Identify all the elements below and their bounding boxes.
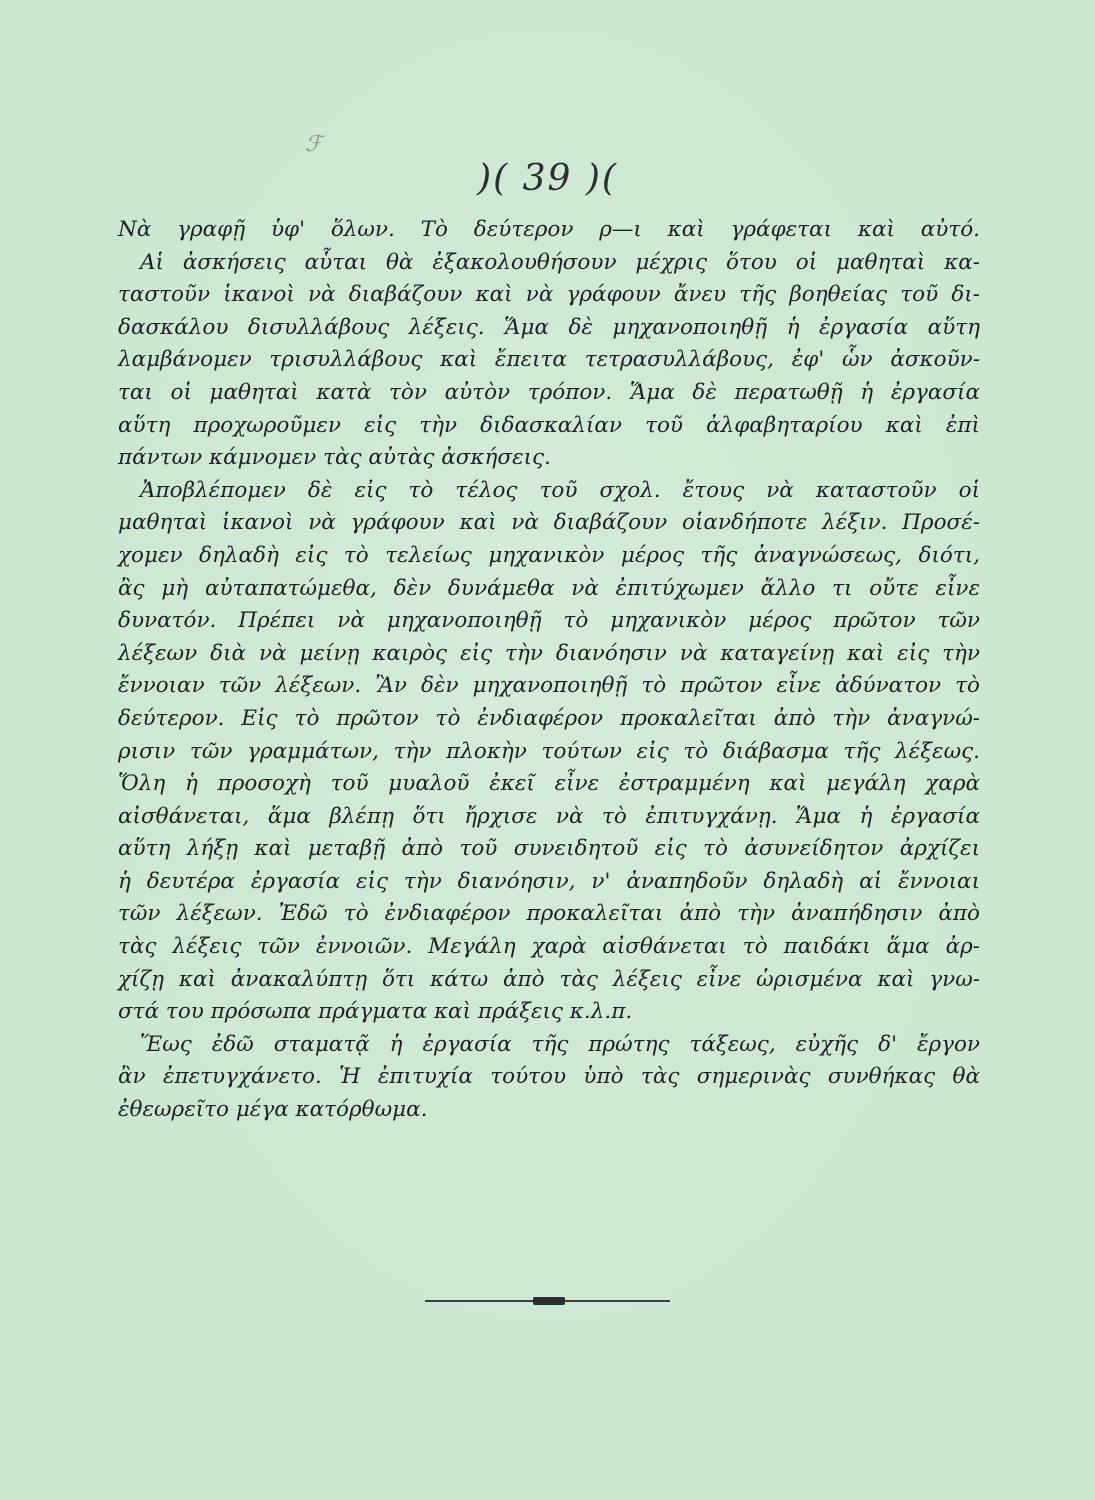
text-line: χίζῃ καὶ ἀνακαλύπτῃ ὅτι κάτω ἀπὸ τὰς λέξεις εἶνε ὡρισμένα καὶ γνω- bbox=[118, 966, 980, 992]
text-line: Αἱ ἀσκήσεις αὗται θὰ ἐξακολουθήσουν μέχρις ὅτου οἱ μαθηταὶ κα- bbox=[140, 249, 980, 275]
text-line: δυνατόν. Πρέπει νὰ μηχανοποιηθῇ τὸ μηχανικὸν μέρος πρῶτον τῶν bbox=[118, 608, 980, 634]
divider-ornament bbox=[533, 1297, 565, 1305]
text-line: χομεν δηλαδὴ εἰς τὸ τελείως μηχανικὸν μέρος τῆς ἀναγνώσεως, διότι, bbox=[118, 542, 980, 568]
text-line: ἐθεωρεῖτο μέγα κατόρθωμα. bbox=[118, 1097, 428, 1123]
text-line: ἂς μὴ αὐταπατώμεθα, δὲν δυνάμεθα νὰ ἐπιτύχωμεν ἄλλο τι οὔτε εἶνε bbox=[118, 575, 980, 601]
text-line: ἡ δευτέρα ἐργασία εἰς τὴν διανόησιν, ν' ἀναπηδοῦν δηλαδὴ αἱ ἔννοιαι bbox=[118, 868, 980, 894]
text-line: ἂν ἐπετυγχάνετο. Ἡ ἐπιτυχία τούτου ὑπὸ τὰς σημερινὰς συνθήκας θὰ bbox=[118, 1064, 980, 1090]
text-line: αὕτη προχωροῦμεν εἰς τὴν διδασκαλίαν τοῦ ἀλφαβηταρίου καὶ ἐπὶ bbox=[118, 412, 980, 438]
page-number: )( 39 )( bbox=[477, 158, 618, 199]
text-line: δεύτερον. Εἰς τὸ πρῶτον τὸ ἐνδιαφέρον προκαλεῖται ἀπὸ τὴν ἀναγνώ- bbox=[118, 705, 980, 731]
text-line: τὰς λέξεις τῶν ἐννοιῶν. Μεγάλη χαρὰ αἰσθάνεται τὸ παιδάκι ἅμα ἀρ- bbox=[118, 934, 980, 960]
text-line: Ἕως ἐδῶ σταματᾷ ἡ ἐργασία τῆς πρώτης τάξεως, εὐχῆς δ' ἔργον bbox=[140, 1031, 980, 1057]
text-line: αἰσθάνεται, ἅμα βλέπῃ ὅτι ἤρχισε νὰ τὸ ἐπιτυγχάνῃ. Ἅμα ἡ ἐργασία bbox=[118, 803, 980, 829]
text-line: ταστοῦν ἱκανοὶ νὰ διαβάζουν καὶ νὰ γράφουν ἄνευ τῆς βοηθείας τοῦ δι- bbox=[118, 282, 980, 308]
text-line: λέξεων διὰ νὰ μείνῃ καιρὸς εἰς τὴν διανόησιν νὰ καταγείνῃ καὶ εἰς τὴν bbox=[118, 640, 980, 666]
text-line: Ἀποβλέπομεν δὲ εἰς τὸ τέλος τοῦ σχολ. ἔτους νὰ καταστοῦν οἱ bbox=[140, 477, 980, 503]
text-line: αὕτη λήξῃ καὶ μεταβῇ ἀπὸ τοῦ συνειδητοῦ εἰς τὸ ἀσυνείδητον ἀρχίζει bbox=[118, 836, 980, 862]
text-line: ται οἱ μαθηταὶ κατὰ τὸν αὐτὸν τρόπον. Ἅμα δὲ περατωθῇ ἡ ἐργασία bbox=[118, 379, 980, 405]
text-line: μαθηταὶ ἱκανοὶ νὰ γράφουν καὶ νὰ διαβάζουν οἱανδήποτε λέξιν. Προσέ- bbox=[118, 510, 980, 536]
text-line: στά του πρόσωπα πράγματα καὶ πράξεις κ.λ.π. bbox=[118, 999, 633, 1025]
text-line: Ὅλη ἡ προσοχὴ τοῦ μυαλοῦ ἐκεῖ εἶνε ἐστραμμένη καὶ μεγάλη χαρὰ bbox=[118, 771, 980, 797]
text-line: τῶν λέξεων. Ἐδῶ τὸ ἐνδιαφέρον προκαλεῖται ἀπὸ τὴν ἀναπήδησιν ἀπὸ bbox=[118, 901, 980, 927]
corner-ink-mark: ℱ bbox=[305, 132, 323, 157]
text-line: λαμβάνομεν τρισυλλάβους καὶ ἔπειτα τετρασυλλάβους, ἐφ' ὧν ἀσκοῦν- bbox=[118, 347, 980, 373]
text-line: ἔννοιαν τῶν λέξεων. Ἂν δὲν μηχανοποιηθῇ τὸ πρῶτον εἶνε ἀδύνατον τὸ bbox=[118, 673, 980, 699]
text-line: δασκάλου δισυλλάβους λέξεις. Ἅμα δὲ μηχανοποιηθῇ ἡ ἐργασία αὕτη bbox=[118, 314, 980, 340]
text-line: πάντων κάμνομεν τὰς αὐτὰς ἀσκήσεις. bbox=[118, 445, 551, 471]
body-text bbox=[118, 214, 980, 1127]
text-line: Νὰ γραφῇ ὑφ' ὅλων. Τὸ δεύτερον ρ—ι καὶ γράφεται καὶ αὐτό. bbox=[118, 217, 980, 242]
text-line: ρισιν τῶν γραμμάτων, τὴν πλοκὴν τούτων εἰς τὸ διάβασμα τῆς λέξεως. bbox=[118, 738, 980, 764]
